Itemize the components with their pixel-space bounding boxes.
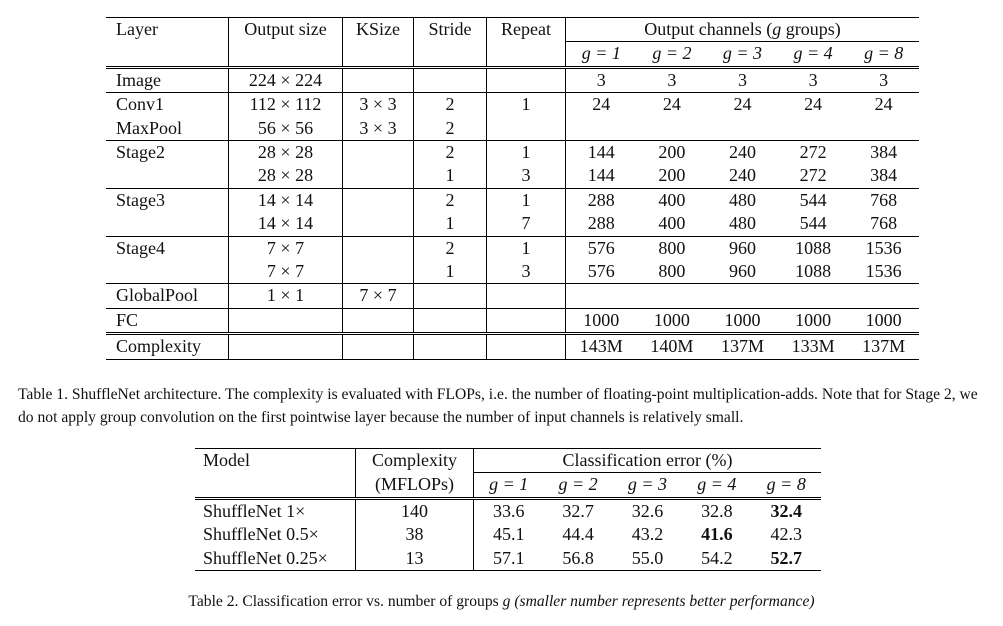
layer-name: MaxPool: [106, 117, 229, 141]
complexity-cell: 133M: [778, 334, 849, 359]
header-g8: g = 8: [766, 474, 806, 495]
channel-cell: 3: [707, 67, 778, 92]
channel-cell: 24: [707, 93, 778, 117]
best-error-cell: 52.7: [752, 547, 821, 571]
output-size: 56 × 56: [229, 117, 343, 141]
row-globalpool: [106, 284, 919, 308]
channel-cell: 1000: [707, 308, 778, 333]
header-g2: g = 2: [652, 43, 692, 64]
error-cell: 56.8: [543, 547, 612, 571]
table2-header-row: [195, 449, 821, 473]
header-output-size: Output size: [229, 18, 343, 68]
output-size: 7 × 7: [229, 236, 343, 260]
channel-cell: 1536: [848, 236, 919, 260]
channel-cell: 384: [870, 165, 898, 186]
channel-cell: 576: [587, 261, 615, 282]
stride: 2: [414, 188, 487, 212]
output-size: 1 × 1: [229, 284, 343, 308]
channel-cell: 240: [728, 165, 756, 186]
row-stage3-a: [106, 188, 919, 212]
header-g1: g = 1: [581, 43, 621, 64]
channel-cell: 240: [707, 141, 778, 165]
complexity-cell: 137M: [707, 334, 778, 359]
channel-cell: 24: [778, 93, 849, 117]
channel-cell: 3: [566, 67, 637, 92]
stride: 2: [414, 93, 487, 117]
channel-cell: 1088: [778, 236, 849, 260]
complexity-value: 13: [356, 547, 474, 571]
error-cell: 45.1: [492, 524, 525, 545]
error-cell: 42.3: [770, 524, 802, 545]
complexity-value: 140: [356, 498, 474, 523]
header-ksize: KSize: [343, 18, 414, 68]
header-layer: Layer: [106, 18, 229, 68]
repeat: 1: [487, 141, 566, 165]
repeat: 3: [487, 164, 566, 188]
output-size: 14 × 14: [229, 188, 343, 212]
stride: 1: [414, 164, 487, 188]
channel-cell: 144: [587, 165, 615, 186]
best-error-cell: 32.4: [752, 498, 821, 523]
channel-cell: 144: [566, 141, 637, 165]
channel-cell: 288: [587, 213, 615, 234]
channel-cell: 960: [728, 261, 756, 282]
output-size: 224 × 224: [229, 67, 343, 92]
channel-cell: 800: [637, 236, 708, 260]
repeat: 3: [487, 260, 566, 284]
header-g8: g = 8: [864, 43, 904, 64]
channel-cell: 200: [637, 141, 708, 165]
channel-cell: 400: [658, 213, 686, 234]
row-image: [106, 67, 919, 92]
classification-error-table: [195, 448, 821, 571]
table-row: [195, 498, 821, 523]
channel-cell: 384: [848, 141, 919, 165]
channel-cell: 24: [566, 93, 637, 117]
repeat: 1: [487, 188, 566, 212]
model-name: ShuffleNet 0.25×: [195, 547, 356, 571]
complexity-cell: 143M: [566, 334, 637, 359]
complexity-cell: 137M: [848, 334, 919, 359]
row-complexity: [106, 334, 919, 359]
row-conv1: [106, 93, 919, 117]
ksize: 3 × 3: [343, 93, 414, 117]
channel-cell: 768: [870, 213, 898, 234]
complexity-cell: 140M: [637, 334, 708, 359]
channel-cell: 200: [658, 165, 686, 186]
channel-cell: 480: [707, 188, 778, 212]
channel-cell: 272: [778, 141, 849, 165]
header-g1: g = 1: [489, 474, 529, 495]
architecture-table: [106, 17, 919, 360]
header-mflops: (MFLOPs): [356, 473, 474, 498]
channel-cell: 1536: [865, 261, 902, 282]
complexity-value: 38: [356, 523, 474, 546]
layer-name: Conv1: [106, 93, 229, 117]
stride: 2: [414, 141, 487, 165]
header-stride: Stride: [414, 18, 487, 68]
layer-name: Stage3: [106, 188, 229, 212]
channel-cell: 1000: [637, 308, 708, 333]
header-g2: g = 2: [558, 474, 598, 495]
channel-cell: 960: [707, 236, 778, 260]
header-model: Model: [195, 449, 356, 499]
stride: 1: [414, 212, 487, 236]
channel-cell: 3: [848, 67, 919, 92]
layer-name: Image: [106, 67, 229, 92]
row-stage4-a: [106, 236, 919, 260]
header-complexity: Complexity: [356, 449, 474, 473]
header-g3: g = 3: [722, 43, 763, 64]
channel-cell: 1088: [795, 261, 832, 282]
channel-cell: 24: [637, 93, 708, 117]
error-cell: 55.0: [613, 547, 682, 571]
table1-caption: Table 1. ShuffleNet architecture. The complexity is evaluated with FLOPs, i.e. the number of floating-point multiplication-adds. Note that for Stage 2, we do not apply group convolution on the first pointwise layer because the number of input channels is relatively small.: [18, 386, 978, 426]
header-output-channels: Output channels (g groups): [566, 18, 919, 42]
error-cell: 32.8: [682, 498, 751, 523]
table-row: [195, 547, 821, 571]
header-g3: g = 3: [627, 474, 668, 495]
layer-name: Stage2: [106, 141, 229, 165]
ksize: 7 × 7: [343, 284, 414, 308]
layer-name: FC: [106, 308, 229, 333]
header-classification-error: Classification error (%): [474, 449, 821, 473]
table2-caption: Table 2. Classification error vs. number of groups g (smaller number represents better performance): [188, 593, 815, 610]
repeat: 1: [487, 93, 566, 117]
channel-cell: 480: [728, 213, 756, 234]
channel-cell: 288: [566, 188, 637, 212]
row-stage2-b: [106, 164, 919, 188]
stride: 1: [414, 260, 487, 284]
channel-cell: 24: [848, 93, 919, 117]
error-cell: 33.6: [474, 498, 544, 523]
layer-name: Complexity: [106, 334, 229, 359]
ksize: 3 × 3: [343, 117, 414, 141]
error-cell: 44.4: [562, 524, 594, 545]
model-name: ShuffleNet 0.5×: [195, 523, 356, 546]
channel-cell: 768: [848, 188, 919, 212]
stride: 2: [414, 117, 487, 141]
row-stage2-a: [106, 141, 919, 165]
row-maxpool: [106, 117, 919, 141]
channel-cell: 272: [799, 165, 827, 186]
error-cell: 54.2: [682, 547, 751, 571]
channel-cell: 800: [658, 261, 686, 282]
channel-cell: 576: [566, 236, 637, 260]
error-cell: 57.1: [474, 547, 544, 571]
output-size: 28 × 28: [229, 141, 343, 165]
channel-cell: 1000: [848, 308, 919, 333]
output-size: 28 × 28: [229, 164, 343, 188]
header-g4: g = 4: [793, 43, 833, 64]
header-repeat: Repeat: [487, 18, 566, 68]
channel-cell: 3: [778, 67, 849, 92]
error-cell: 32.7: [543, 498, 612, 523]
channel-cell: 400: [637, 188, 708, 212]
stride: 2: [414, 236, 487, 260]
layer-name: GlobalPool: [106, 284, 229, 308]
repeat: 1: [487, 236, 566, 260]
table-row: [195, 523, 821, 546]
output-size: 7 × 7: [229, 260, 343, 284]
channel-cell: 1000: [778, 308, 849, 333]
best-error-cell: 41.6: [701, 524, 733, 545]
row-fc: [106, 308, 919, 333]
output-size: 14 × 14: [229, 212, 343, 236]
model-name: ShuffleNet 1×: [195, 498, 356, 523]
repeat: 7: [487, 212, 566, 236]
channel-cell: 3: [637, 67, 708, 92]
channel-cell: 1000: [566, 308, 637, 333]
row-stage3-b: [106, 212, 919, 236]
header-g4: g = 4: [697, 474, 737, 495]
layer-name: Stage4: [106, 236, 229, 260]
channel-cell: 544: [778, 188, 849, 212]
channel-cell: 544: [799, 213, 827, 234]
error-cell: 32.6: [613, 498, 682, 523]
table1-header-row: [106, 18, 919, 42]
row-stage4-b: [106, 260, 919, 284]
output-size: 112 × 112: [229, 93, 343, 117]
error-cell: 43.2: [631, 524, 664, 545]
